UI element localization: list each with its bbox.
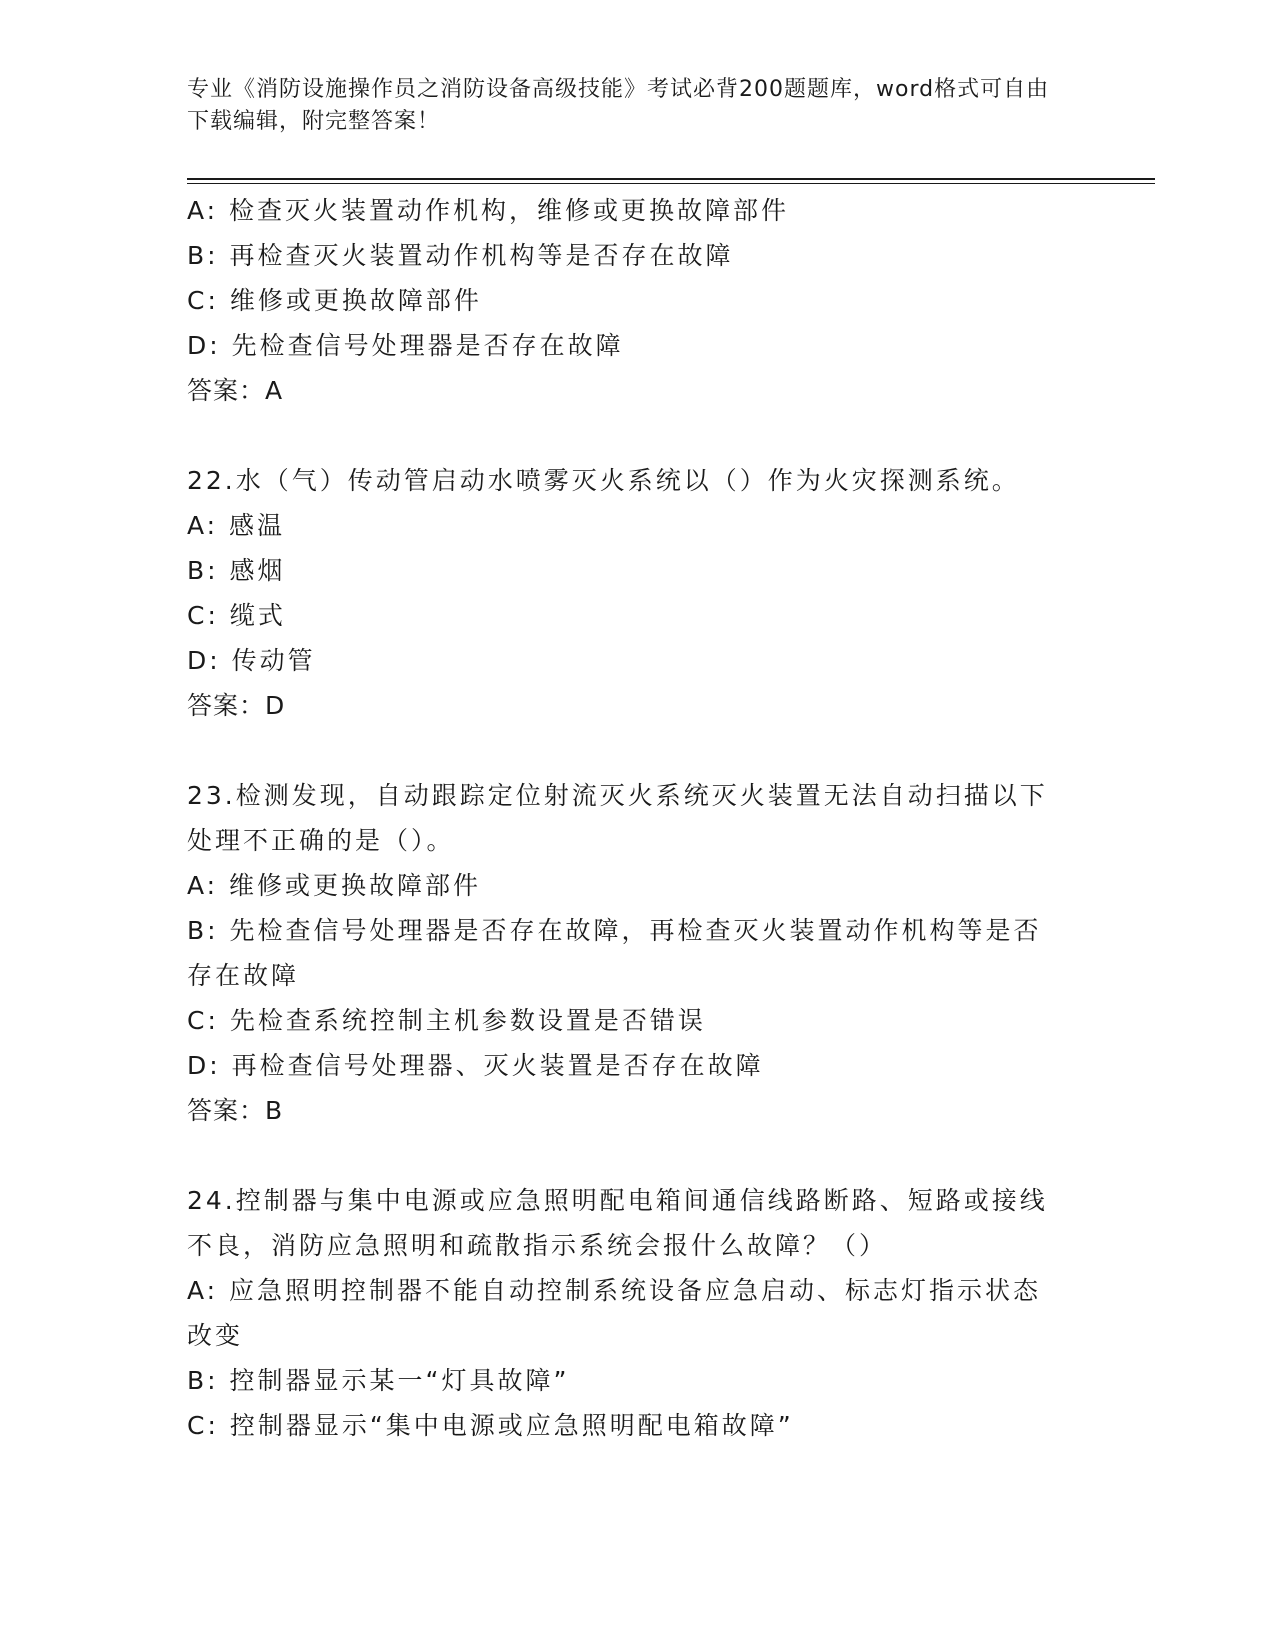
option-c: C: 维修或更换故障部件 (187, 286, 482, 315)
option-b: B: 先检查信号处理器是否存在故障，再检查灭火装置动作机构等是否存在故障 (187, 916, 1042, 990)
option-a: A: 维修或更换故障部件 (187, 871, 482, 900)
option-d: D: 再检查信号处理器、灭火装置是否存在故障 (187, 1051, 764, 1080)
question-23 (187, 773, 1067, 1133)
question-22 (187, 458, 1067, 728)
option-c: C: 控制器显示“集中电源或应急照明配电箱故障” (187, 1411, 794, 1440)
option-a: A: 应急照明控制器不能自动控制系统设备应急启动、标志灯指示状态改变 (187, 1276, 1042, 1350)
document-header: 专业《消防设施操作员之消防设备高级技能》考试必背200题题库，word格式可自由下载编辑，附完整答案！ (187, 77, 1050, 134)
option-a: A: 检查灭火装置动作机构，维修或更换故障部件 (187, 196, 790, 225)
option-d: D: 传动管 (187, 646, 316, 675)
option-b: B: 再检查灭火装置动作机构等是否存在故障 (187, 241, 734, 270)
document-body (187, 188, 1067, 1448)
option-a: A: 感温 (187, 511, 286, 540)
option-c: C: 先检查系统控制主机参数设置是否错误 (187, 1006, 706, 1035)
option-b: B: 控制器显示某一“灯具故障” (187, 1366, 570, 1395)
question-stem: 23.检测发现，自动跟踪定位射流灭火系统灭火装置无法自动扫描以下处理不正确的是（）。 (187, 781, 1048, 855)
answer-label: 答案：D (187, 691, 286, 720)
question-stem: 22.水（气）传动管启动水喷雾灭火系统以（）作为火灾探测系统。 (187, 466, 1020, 495)
question-stem: 24.控制器与集中电源或应急照明配电箱间通信线路断路、短路或接线不良，消防应急照明和疏散指示系统会报什么故障？（） (187, 1186, 1048, 1260)
prev-question-tail (187, 188, 1067, 413)
answer-label: 答案：B (187, 1096, 284, 1125)
header-divider (187, 178, 1155, 184)
option-c: C: 缆式 (187, 601, 286, 630)
option-b: B: 感烟 (187, 556, 286, 585)
question-24 (187, 1178, 1067, 1448)
answer-label: 答案：A (187, 376, 284, 405)
option-d: D: 先检查信号处理器是否存在故障 (187, 331, 624, 360)
